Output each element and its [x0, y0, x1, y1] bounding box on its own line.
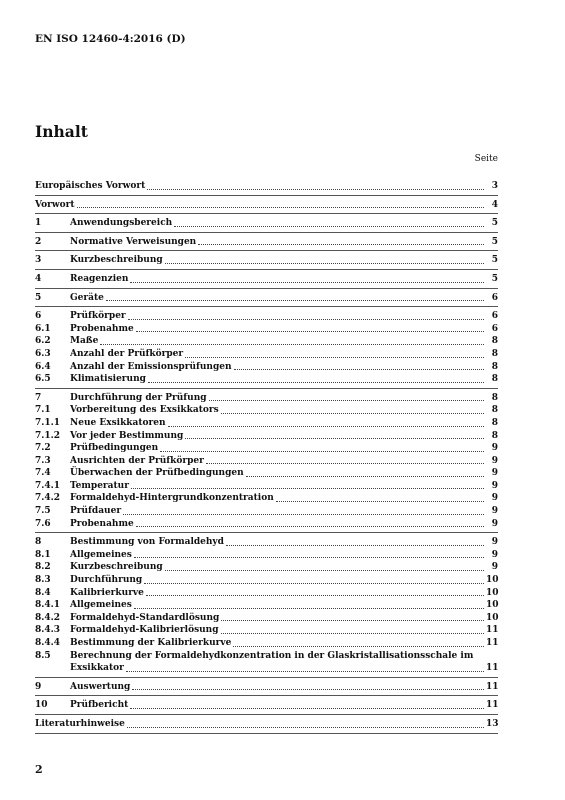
toc-divider	[35, 714, 498, 715]
toc-entry-number: 8.4.1	[35, 600, 61, 611]
toc-entry-title: Geräte	[70, 292, 104, 303]
leader-dots	[234, 368, 484, 370]
document-header: EN ISO 12460-4:2016 (D)	[35, 33, 186, 45]
toc-entry-page: 8	[491, 405, 498, 416]
toc-entry-title: Probenahme	[70, 323, 134, 334]
leader-dots	[198, 243, 484, 245]
toc-entry-title: Literaturhinweise	[35, 718, 125, 729]
toc-divider	[35, 213, 498, 214]
leader-dots	[206, 462, 484, 464]
toc-entry-number: 6.1	[35, 323, 51, 334]
toc-entry-number: 8.2	[35, 562, 51, 573]
toc-entry-page: 9	[491, 443, 498, 454]
toc-entry-number: 6.2	[35, 336, 51, 347]
toc-entry-page: 4	[491, 199, 498, 210]
toc-entry-title: Formaldehyd-Kalibrierlösung	[70, 625, 219, 636]
leader-dots	[246, 475, 484, 477]
toc-entry-page: 9	[491, 468, 498, 479]
toc-entry-number: 4	[35, 273, 42, 284]
toc-entry-title: Überwachen der Prüfbedingungen	[70, 468, 244, 479]
leader-dots	[174, 225, 484, 227]
toc-entry-title: Klimatisierung	[70, 374, 146, 385]
toc-entry-page: 9	[491, 562, 498, 573]
toc-entry-number: 6.5	[35, 374, 51, 385]
toc-entry[interactable]	[35, 292, 498, 305]
leader-dots	[132, 688, 484, 690]
toc-entry-number: 5	[35, 292, 42, 303]
toc-entry-page: 5	[491, 236, 498, 247]
toc-entry[interactable]	[35, 492, 498, 505]
toc-entry-number: 9	[35, 681, 42, 692]
toc-entry-number: 8	[35, 537, 42, 548]
leader-dots	[136, 525, 484, 527]
page-title: Inhalt	[35, 122, 88, 141]
toc-divider	[35, 388, 498, 389]
toc-entry[interactable]	[35, 699, 498, 712]
toc-group	[35, 199, 498, 212]
toc-entry-number: 3	[35, 255, 42, 266]
toc-entry-title: Reagenzien	[70, 273, 129, 284]
toc-entry-number: 8.1	[35, 549, 51, 560]
toc-entry[interactable]	[35, 335, 498, 348]
leader-dots	[148, 381, 484, 383]
toc-entry-page: 10	[486, 575, 499, 586]
toc-entry-number: 7.1.2	[35, 430, 61, 441]
toc-entry[interactable]	[35, 310, 498, 323]
leader-dots	[221, 412, 484, 414]
toc-entry[interactable]	[35, 348, 498, 361]
toc-entry-page: 10	[486, 612, 499, 623]
toc-entry[interactable]	[35, 273, 498, 286]
leader-dots	[226, 544, 484, 546]
toc-entry-title: Vorwort	[35, 199, 75, 210]
toc-entry[interactable]	[35, 561, 498, 574]
toc-group	[35, 681, 498, 694]
leader-dots	[160, 450, 484, 452]
toc-entry-page: 9	[491, 537, 498, 548]
toc-entry-title: Prüfbericht	[70, 700, 129, 711]
toc-entry[interactable]	[35, 217, 498, 230]
toc-entry-page: 5	[491, 255, 498, 266]
toc-group	[35, 180, 498, 193]
toc-entry-page: 11	[486, 663, 499, 674]
toc-entry-title: Auswertung	[70, 681, 131, 692]
toc-divider	[35, 733, 498, 734]
toc-entry-title: Temperatur	[70, 480, 129, 491]
leader-dots	[233, 645, 484, 647]
toc-entry-page: 10	[486, 600, 499, 611]
toc-entry-page: 8	[491, 417, 498, 428]
toc-entry-number: 10	[35, 700, 48, 711]
toc-group	[35, 273, 498, 286]
toc-group	[35, 392, 498, 531]
toc-entry-title: Ausrichten der Prüfkörper	[70, 455, 204, 466]
toc-entry-title: Vorbereitung des Exsikkators	[70, 405, 219, 416]
toc-entry-title: Europäisches Vorwort	[35, 181, 146, 191]
leader-dots	[185, 356, 484, 358]
leader-dots	[185, 437, 484, 439]
leader-dots	[106, 299, 484, 301]
toc-entry-number: 8.3	[35, 575, 51, 586]
toc-divider	[35, 195, 498, 196]
toc-entry-page: 5	[491, 218, 498, 229]
toc-entry-page: 8	[491, 374, 498, 385]
toc-entry-page: 8	[491, 336, 498, 347]
toc-entry-page: 11	[486, 638, 499, 648]
toc-entry-page: 8	[491, 348, 498, 359]
toc-entry[interactable]	[35, 518, 498, 531]
toc-entry-title: Anzahl der Prüfkörper	[70, 348, 184, 359]
toc-entry[interactable]	[35, 681, 498, 694]
toc-entry-number: 7.3	[35, 455, 51, 466]
toc-entry[interactable]	[35, 373, 498, 386]
toc-entry-title: Probenahme	[70, 518, 134, 529]
toc-entry-page: 9	[491, 493, 498, 504]
leader-dots	[130, 281, 484, 283]
toc-entry-number: 8.4.2	[35, 612, 61, 623]
toc-entry[interactable]	[35, 430, 498, 443]
toc-group	[35, 292, 498, 305]
page-column-label: Seite	[474, 154, 498, 164]
toc-entry-number: 8.4.3	[35, 625, 61, 636]
toc-entry-number: 8.5	[35, 650, 51, 661]
toc-entry-page: 6	[491, 311, 498, 322]
toc-group	[35, 310, 498, 386]
toc-entry[interactable]	[35, 323, 498, 336]
toc-entry-number: 7.6	[35, 518, 51, 529]
leader-dots	[126, 670, 484, 672]
toc-entry-title: Bestimmung der Kalibrierkurve	[70, 638, 232, 648]
toc-entry-number: 7.4.1	[35, 480, 61, 491]
toc-entry[interactable]	[35, 549, 498, 562]
toc-entry[interactable]	[35, 254, 498, 267]
toc-entry-title: Berechnung der Formaldehydkonzentration in der Glaskristallisationsschale im	[70, 650, 474, 661]
toc-entry[interactable]	[35, 236, 498, 249]
toc-divider	[35, 532, 498, 533]
toc-entry-number: 7.4	[35, 468, 51, 479]
toc-entry-number: 7.1.1	[35, 417, 61, 428]
toc-entry[interactable]	[35, 536, 498, 549]
toc-entry[interactable]	[35, 199, 498, 212]
leader-dots	[165, 569, 484, 571]
toc-entry-number: 6	[35, 311, 42, 322]
leader-dots	[147, 188, 484, 190]
toc-entry[interactable]	[35, 505, 498, 518]
leader-dots	[221, 619, 484, 621]
leader-dots	[144, 582, 484, 584]
leader-dots	[77, 206, 484, 208]
table-of-contents	[35, 180, 498, 737]
toc-divider	[35, 306, 498, 307]
leader-dots	[276, 500, 484, 502]
toc-entry[interactable]	[35, 599, 498, 612]
leader-dots	[146, 594, 484, 596]
toc-entry-page: 11	[486, 681, 499, 692]
leader-dots	[209, 399, 484, 401]
toc-entry[interactable]	[35, 180, 498, 193]
toc-entry-page: 9	[491, 506, 498, 517]
toc-group	[35, 718, 498, 731]
leader-dots	[221, 632, 484, 634]
toc-entry[interactable]	[35, 404, 498, 417]
toc-entry-page: 3	[491, 181, 498, 191]
toc-entry-page: 10	[486, 587, 499, 598]
toc-entry-number: 7.1	[35, 405, 51, 416]
leader-dots	[131, 487, 484, 489]
leader-dots	[123, 513, 484, 515]
toc-entry-number: 1	[35, 218, 42, 229]
toc-entry-page: 5	[491, 273, 498, 284]
toc-entry[interactable]	[35, 480, 498, 493]
toc-entry-title: Vor jeder Bestimmung	[70, 430, 184, 441]
toc-entry-title: Neue Exsikkatoren	[70, 417, 166, 428]
toc-entry-page: 11	[486, 700, 499, 711]
toc-entry-title: Anzahl der Emissionsprüfungen	[70, 361, 232, 372]
leader-dots	[134, 607, 484, 609]
toc-entry-title: Maße	[70, 336, 99, 347]
toc-entry[interactable]	[35, 718, 498, 731]
toc-entry[interactable]	[35, 587, 498, 600]
toc-entry-title: Prüfdauer	[70, 506, 122, 517]
toc-divider	[35, 269, 498, 270]
toc-divider	[35, 695, 498, 696]
leader-dots	[136, 330, 484, 332]
toc-divider	[35, 232, 498, 233]
toc-entry-title: Anwendungsbereich	[70, 218, 173, 229]
toc-divider	[35, 250, 498, 251]
toc-entry-page: 9	[491, 518, 498, 529]
toc-entry-title: Allgemeines	[70, 600, 132, 611]
toc-entry-title: Durchführung der Prüfung	[70, 392, 207, 403]
toc-entry-title-continued: Exsikkator	[70, 663, 124, 674]
toc-entry-number: 2	[35, 236, 42, 247]
toc-entry[interactable]	[35, 417, 498, 430]
toc-entry-number: 7.2	[35, 443, 51, 454]
toc-group	[35, 217, 498, 230]
toc-entry-title: Formaldehyd-Hintergrundkonzentration	[70, 493, 274, 504]
toc-entry[interactable]	[35, 637, 498, 650]
leader-dots	[165, 262, 484, 264]
leader-dots	[130, 707, 484, 709]
toc-entry-number: 6.3	[35, 348, 51, 359]
toc-entry-page: 13	[486, 718, 499, 729]
leader-dots	[168, 425, 484, 427]
toc-entry[interactable]	[35, 442, 498, 455]
toc-entry-page: 8	[491, 430, 498, 441]
toc-entry-title: Kalibrierkurve	[70, 587, 144, 598]
toc-entry[interactable]	[35, 574, 498, 587]
toc-entry-title: Normative Verweisungen	[70, 236, 197, 247]
leader-dots	[128, 318, 484, 320]
toc-entry[interactable]	[35, 612, 498, 625]
toc-entry-title: Allgemeines	[70, 549, 132, 560]
toc-entry[interactable]	[35, 455, 498, 468]
toc-entry[interactable]	[35, 392, 498, 405]
toc-entry-title: Prüfbedingungen	[70, 443, 159, 454]
toc-entry-page: 8	[491, 392, 498, 403]
toc-entry-title: Formaldehyd-Standardlösung	[70, 612, 220, 623]
toc-entry-page: 6	[491, 292, 498, 303]
toc-entry[interactable]	[35, 650, 498, 675]
toc-divider	[35, 677, 498, 678]
toc-entry-title: Kurzbeschreibung	[70, 255, 163, 266]
toc-entry-number: 8.4	[35, 587, 51, 598]
toc-entry-number: 8.4.4	[35, 638, 61, 648]
toc-entry[interactable]	[35, 467, 498, 480]
toc-entry-page: 9	[491, 455, 498, 466]
toc-entry-title: Durchführung	[70, 575, 143, 586]
leader-dots	[100, 343, 484, 345]
toc-entry-number: 6.4	[35, 361, 51, 372]
toc-group	[35, 536, 498, 675]
toc-entry-page: 6	[491, 323, 498, 334]
toc-entry-title: Bestimmung von Formaldehyd	[70, 537, 224, 548]
toc-entry[interactable]	[35, 361, 498, 374]
toc-entry-page: 11	[486, 625, 499, 636]
toc-group	[35, 254, 498, 267]
page-number: 2	[35, 763, 43, 776]
toc-entry[interactable]	[35, 624, 498, 637]
leader-dots	[127, 726, 484, 728]
toc-entry-number: 7.4.2	[35, 493, 61, 504]
toc-entry-page: 9	[491, 480, 498, 491]
toc-entry-title: Kurzbeschreibung	[70, 562, 163, 573]
toc-entry-page: 9	[491, 549, 498, 560]
toc-entry-title: Prüfkörper	[70, 311, 126, 322]
toc-entry-number: 7.5	[35, 506, 51, 517]
toc-divider	[35, 288, 498, 289]
toc-entry-number: 7	[35, 392, 42, 403]
toc-group	[35, 699, 498, 712]
toc-group	[35, 236, 498, 249]
leader-dots	[134, 556, 484, 558]
toc-entry-page: 8	[491, 361, 498, 372]
